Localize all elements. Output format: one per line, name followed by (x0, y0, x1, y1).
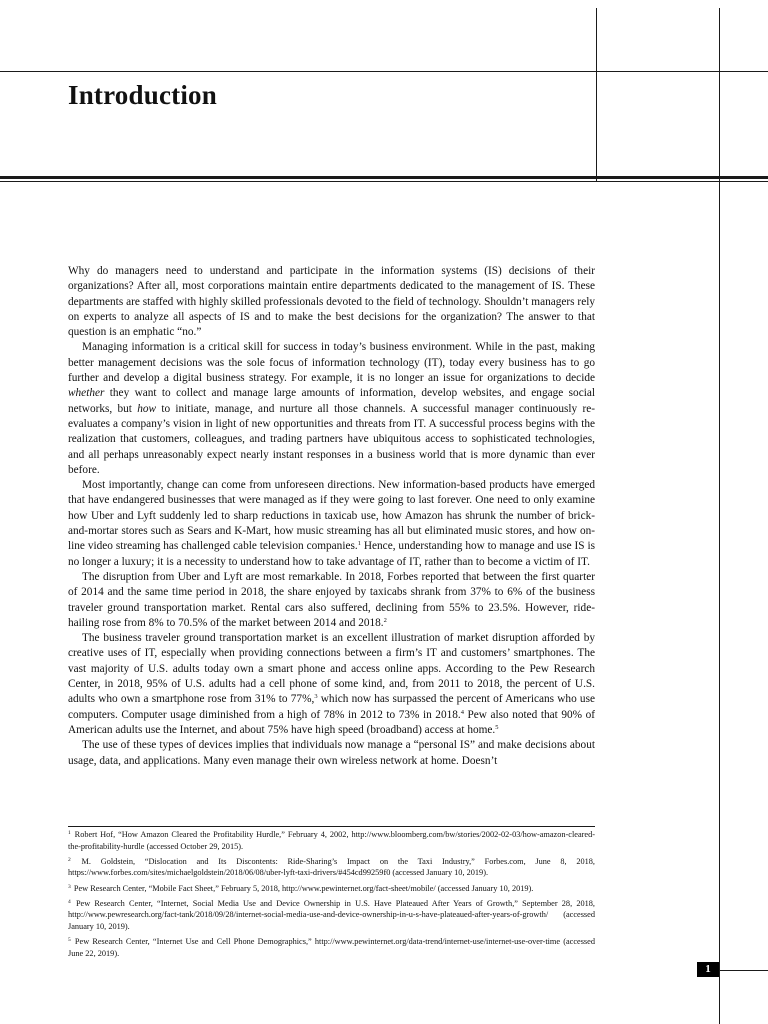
paragraph-text: Pew also noted that 90% of American adults use the Internet, and about 75% have high speed (broadband) access at home. (68, 708, 595, 736)
body-paragraph (68, 570, 595, 631)
page-number: 1 (697, 962, 719, 977)
footnote-item (68, 898, 595, 933)
header-vertical-rule-left (596, 8, 597, 181)
footnote-number: 5 (68, 937, 71, 944)
footnotes (68, 829, 595, 963)
footnote-ref: 3 (314, 693, 318, 701)
footnote-number: 1 (68, 830, 71, 836)
header-double-rule-thin (0, 181, 768, 182)
footnote-text: Pew Research Center, “Mobile Fact Sheet,” February 5, 2018, http://www.pewinternet.org/fact-sheet/mobile/ (accessed January 10, 2019). (73, 883, 534, 893)
footnote-number: 2 (68, 856, 71, 863)
footnote-ref: 4 (460, 708, 464, 716)
header-double-rule-thick (0, 176, 768, 179)
paragraph-text: they want to collect and manage large amounts of information, develop websites, and engage social networks, but (68, 387, 595, 415)
paragraph-text: to initiate, manage, and nurture all those channels. A successful manager continuously re-evaluates a company’s vision in light of new opportunities and threats from IT. A successful process begins with the realization that customers, colleagues, and trading partners have ubiquitous access to sophisticated technologies, and all perhaps unreasonably expect nearly instant responses in a business world that is more dynamic than ever before. (68, 402, 595, 476)
footnote-ref: 5 (495, 723, 499, 731)
footnote-item (68, 856, 595, 879)
footnote-text: Robert Hof, “How Amazon Cleared the Profitability Hurdle,” February 4, 2002, http://www.bloomberg.com/bw/stories/2002-02-03/how-amazon-cleared-the-profitability-hurdle (accessed October 29, 2015). (68, 830, 595, 851)
footnote-divider (68, 826, 595, 827)
emphasis-text: how (137, 402, 157, 415)
footnote-item (68, 936, 595, 959)
paragraph-text: The business traveler ground transportation market is an excellent illustration of market disruption afforded by creative uses of IT, especially when providing connections between a firm’s IT and customers’ smartphones. The vast majority of U.S. adults today own a smart phone and access online apps. According to the Pew Research Center, in 2018, 95% of U.S. adults had a cell phone of some kind, and, from 2011 to 2018, the percent of U.S. adults who own a smartphone rose from 31% to 77%, (68, 632, 595, 706)
footnote-item (68, 883, 595, 895)
body-paragraph (68, 478, 595, 570)
body-paragraph (68, 631, 595, 738)
paragraph-text: The disruption from Uber and Lyft are most remarkable. In 2018, Forbes reported that between the first quarter of 2014 and the same time period in 2018, the share enjoyed by taxicabs shrank from 37% to 6% of the business traveler ground transportation market. Rental cars also suffered, declining from 55% to 23.5%. However, ride-hailing rose from 8% to 70.5% of the market between 2014 and 2018. (68, 570, 595, 629)
header-top-rule (0, 71, 768, 72)
body-paragraph (68, 340, 595, 478)
footnote-text: Pew Research Center, “Internet Use and Cell Phone Demographics,” http://www.pewinternet.org/data-trend/internet-use/internet-use-over-time (accessed June 22, 2019). (68, 937, 595, 958)
paragraph-text: Most importantly, change can come from unforeseen directions. New information-based products have emerged that have endangered businesses that were managed as if they were going to last forever. One need to only examine how Uber and Lyft suddenly led to sharp reductions in taxicab use, how Amazon has shrunk the number of brick-and-mortar stores such as Sears and K-Mart, how music streaming has all but eliminated music stores, and how on-line video streaming has challenged cable television companies. (68, 479, 595, 553)
footnote-ref: 2 (383, 616, 387, 624)
paragraph-text: which now has surpassed the percent of Americans who use computers. Computer usage diminished from a high of 78% in 2012 to 73% in 2018. (68, 693, 595, 721)
footnote-item (68, 829, 595, 852)
margin-vertical-rule (719, 8, 720, 1024)
body-text (68, 264, 595, 769)
footnote-number: 4 (68, 898, 71, 905)
paragraph-text: Hence, understanding how to manage and use IS is no longer a luxury; it is a necessity to understand how to take advantage of IT, rather than to become a victim of IT. (68, 540, 595, 568)
body-paragraph (68, 264, 595, 340)
paragraph-text: The use of these types of devices implies that individuals now manage a “personal IS” and make decisions about usage, data, and applications. Many even manage their own wireless network at home. Doesn’t (68, 739, 595, 767)
footnote-text: M. Goldstein, “Dislocation and Its Discontents: Ride-Sharing’s Impact on the Taxi Industry,” Forbes.com, June 8, 2018, https://www.forbes.com/sites/michaelgoldstein/2018/06/08/uber-lyft-taxi-drivers/#454cd99259f0 (accessed January 10, 2019). (68, 856, 595, 878)
chapter-title: Introduction (68, 80, 217, 110)
paragraph-text: Why do managers need to understand and participate in the information systems (IS) decisions of their organizations? After all, most corporations maintain entire departments dedicated to the management of IS. These departments are staffed with highly skilled professionals devoted to the field of technology. Shouldn’t managers rely on experts to analyze all aspects of IS and to make the best decisions for the organization? The answer to that question is an emphatic “no.” (68, 265, 595, 339)
paragraph-text: Managing information is a critical skill for success in today’s business environment. While in the past, making better management decisions was the sole focus of information technology (IT), today every business has to go further and develop a digital business strategy. For example, it is no longer an issue for organizations to decide (68, 341, 595, 385)
footnote-number: 3 (68, 883, 71, 890)
footnote-ref: 1 (357, 540, 361, 548)
emphasis-text: whether (68, 387, 105, 400)
footnote-text: Pew Research Center, “Internet, Social Media Use and Device Ownership in U.S. Have Plateaued After Years of Growth,” September 28, 2018, http://www.pewresearch.org/fact-tank/2018/09/28/internet-social-media-use-and-device-ownership-in-u-s-have-plateaued-after-years-of-growth/ (accessed January 10, 2019). (68, 898, 595, 931)
body-paragraph (68, 738, 595, 769)
